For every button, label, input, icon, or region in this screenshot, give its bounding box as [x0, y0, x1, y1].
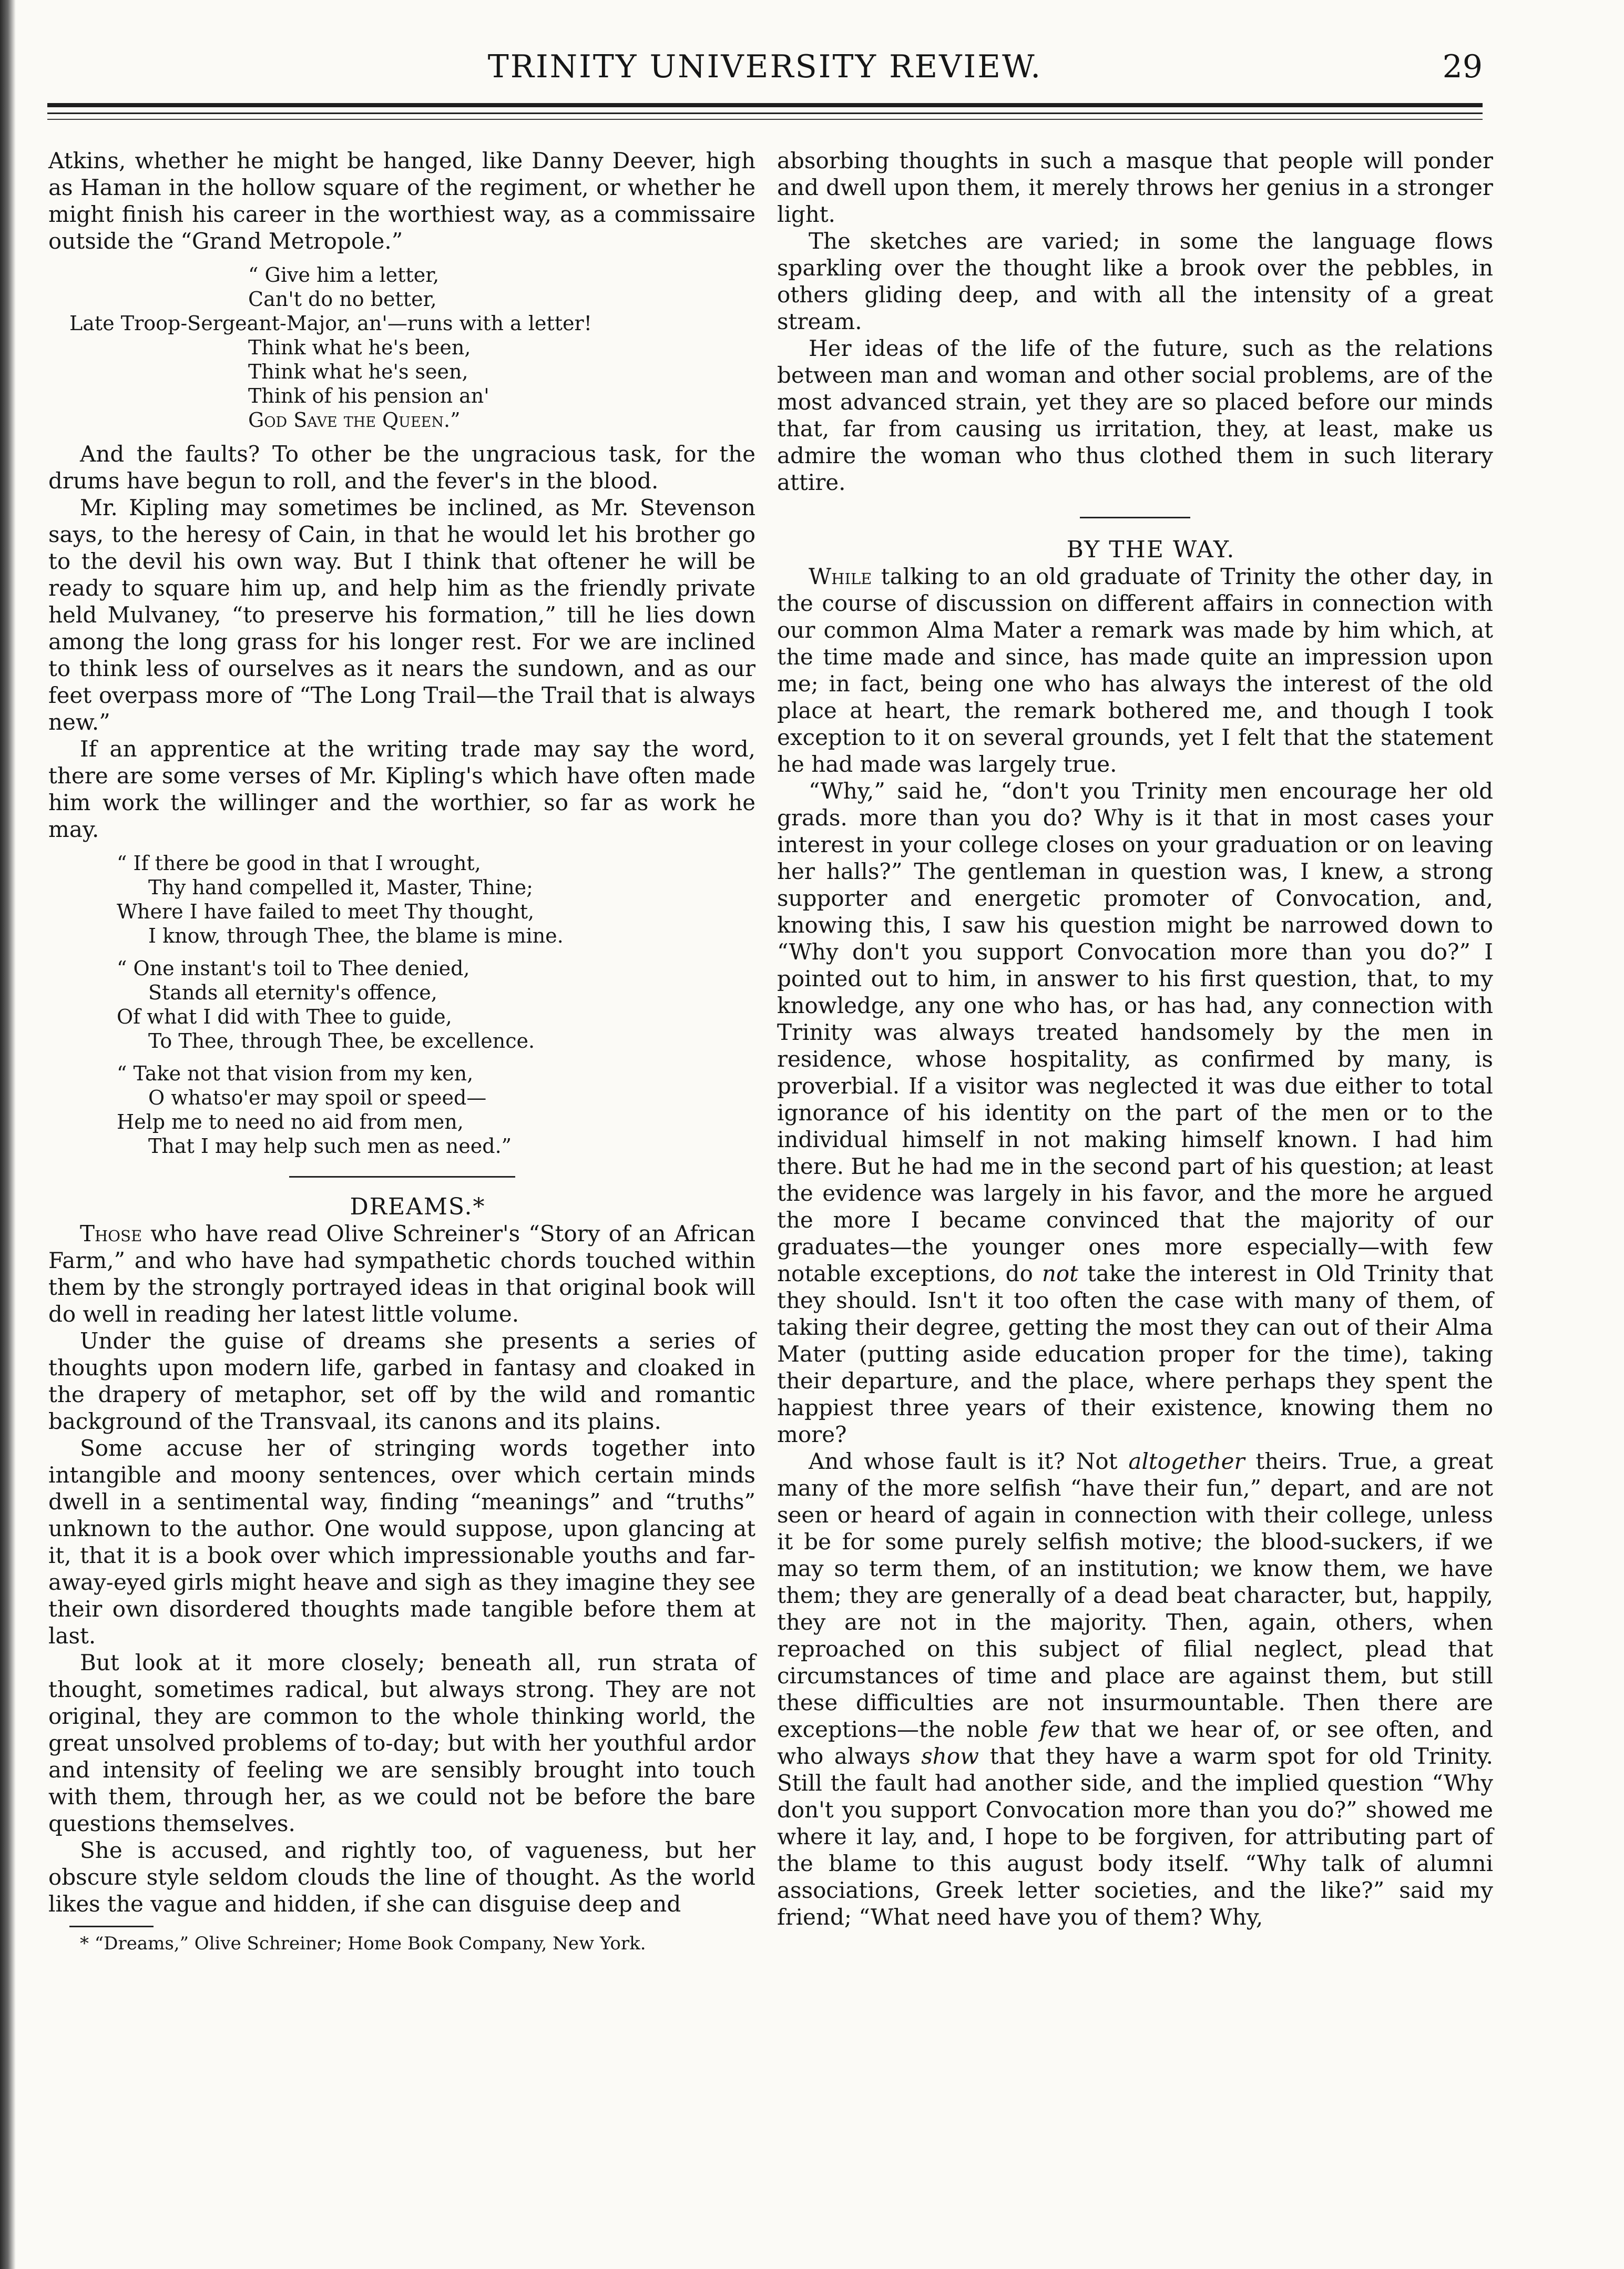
page-edge-shadow [0, 0, 16, 2269]
paragraph-text: that we hear of, or see often, and who always [777, 1716, 1494, 1769]
section-title-dreams: DREAMS.* [350, 1193, 486, 1220]
emphasis: not [1041, 1261, 1079, 1286]
paragraph: The sketches are varied; in some the language flows sparkling over the thought like a brook over the pebbles, in others gliding deep, and with all the intensity of a great stream. [777, 228, 1493, 334]
paragraph-text: that they have a warm spot for old Trinity. Still the fault had another side, and the implied question “Why don't you support Convocation more than you do?” showed me where it lay, and, I hope to be forgiven, for attributing part of the blame to this august body itself. “Why talk of alumni associations, Greek letter societies, and the like?” said my friend; “What need have you of them? Why, [777, 1743, 1493, 1930]
paragraph [777, 563, 1493, 778]
verse-line: Think of his pension an' [248, 384, 489, 407]
paragraph: Under the guise of dreams she presents a series of thoughts upon modern life, garbed in fantasy and cloaked in the drapery of metaphor, set off by the wild and romantic background of the Transvaal, its canons and its plains. [48, 1328, 755, 1434]
journal-title: TRINITY UNIVERSITY REVIEW. [487, 48, 1043, 85]
paragraph-text: theirs. True, a great many of the more selfish “have their fun,” depart, and are not seen or heard of again in connection with their college, unless it be for some purely selfish motive; the blood-suckers, if we may so term them, of an institution; we know them, we have them; they are generally of a dead beat character, but, happily, they are not in the majority. Then, again, others, when reproached on this subject of filial neglect, plead that circumstances of time and place are against them, but still these difficulties are not insurmountable. Then there are exceptions—the noble [777, 1448, 1493, 1742]
paragraph: But look at it more closely; beneath all, run strata of thought, sometimes radical, but always strong. They are not original, they are common to the whole thinking world, the great unsolved problems of to-day; but with her youthful ardor and intensity of feeling we are sensibly brought into touch with them, through her, as we could not be before the bare questions themselves. [48, 1650, 755, 1836]
verse-line: I know, through Thee, the blame is mine. [148, 924, 564, 947]
paragraph-text: take the interest in Old Trinity that they should. Isn't it too often the case with many of them, of taking their degree, getting the most they can out of their Alma Mater (putting aside education proper for the time), taking their departure, and the place, where perhaps they spent the happiest three years of their existence, knowing them no more? [777, 1261, 1493, 1447]
emphasis: show [921, 1743, 979, 1769]
lead-word: While [809, 564, 872, 589]
paragraph [777, 1448, 1493, 1930]
paragraph: absorbing thoughts in such a masque that people will ponder and dwell upon them, it merely throws her genius in a stronger light. [777, 148, 1493, 227]
verse-quote-4 [48, 1061, 755, 1158]
left-column [48, 147, 755, 1955]
verse-line: To Thee, through Thee, be excellence. [148, 1029, 535, 1052]
lead-word: Those [80, 1221, 142, 1246]
paragraph: Atkins, whether he might be hanged, like Danny Deever, high as Haman in the hollow square of the regiment, or whether he might finish his career in the worthiest way, as a commissaire outside the “Grand Metropole.” [48, 148, 755, 254]
verse-line: “ One instant's toil to Thee denied, [117, 957, 470, 980]
header-rule-thin [47, 113, 1483, 114]
emphasis: altogether [1128, 1448, 1245, 1474]
paragraph-text: “Why,” said he, “don't you Trinity men encourage her old grads. more than you do? Why is it that in most cases your interest in your college closes on your graduation or on leaving her halls?” The gentleman in question was, I knew, a strong supporter and energetic promoter of Convocation, and, knowing this, I saw his question might be narrowed down to “Why don't you support Convocation more than you do?” I pointed out to him, in answer to his first question, that, to my knowledge, any one who has, or has had, any connection with Trinity was always treated handsomely by the men in residence, whose hospitality, as confirmed by many, is proverbial. If a visitor was neglected it was due either to total ignorance of his identity on the part of the men or to the individual himself in not making himself known. I had him there. But he had me in the second part of his question; at least the evidence was largely in his favor, and the more he argued the more I became convinced that the majority of our graduates—the younger ones more especially—with few notable exceptions, do [777, 778, 1493, 1286]
section-divider [1080, 517, 1190, 518]
verse-line: Stands all eternity's offence, [148, 981, 437, 1004]
paragraph-text: who have read Olive Schreiner's “Story of an African Farm,” and who have had sympathetic chords touched within them by the strongly portrayed ideas in that original book will do well in reading her latest little volume. [48, 1221, 755, 1327]
page-header [47, 48, 1483, 101]
emphasis: few [1039, 1716, 1080, 1742]
header-rule-thick [47, 103, 1483, 107]
verse-line: Can't do no better, [248, 288, 437, 311]
footnote: * “Dreams,” Olive Schreiner; Home Book Company, New York. [80, 1933, 646, 1954]
paragraph [777, 778, 1493, 1448]
paragraph: Some accuse her of stringing words together into intangible and moony sentences, over which certain minds dwell in a sentimental way, finding “meanings” and “truths” unknown to the author. One would suppose, upon glancing at it, that it is a book over which impressionable youths and far-away-eyed girls might heave and sigh as they imagine they see their own disordered thoughts made tangible before them at last. [48, 1435, 755, 1649]
header-rule-thin-lower [47, 119, 1483, 120]
section-divider [289, 1176, 515, 1178]
section-title-by-the-way: BY THE WAY. [1066, 536, 1235, 563]
verse-line: “ Take not that vision from my ken, [117, 1062, 474, 1085]
paragraph: She is accused, and rightly too, of vagueness, but her obscure style seldom clouds the line of thought. As the world likes the vague and hidden, if she can disguise deep and [48, 1837, 755, 1917]
verse-quote-2 [48, 851, 755, 948]
paragraph: Mr. Kipling may sometimes be inclined, as Mr. Stevenson says, to the heresy of Cain, in that he would let his brother go to the devil his own way. But I think that oftener he will be ready to square him up, and help him as the friendly private held Mulvaney, “to preserve his formation,” till he lies down among the long grass for his longer rest. For we are inclined to think less of ourselves as it nears the sundown, and as our feet overpass more of “The Long Trail—the Trail that is always new.” [48, 495, 755, 735]
paragraph: If an apprentice at the writing trade may say the word, there are some verses of Mr. Kipling's which have often made him work the willinger and the worthier, so far as work he may. [48, 736, 755, 842]
verse-quote-1 [48, 263, 755, 432]
verse-line: “ If there be good in that I wrought, [117, 852, 481, 875]
footnote-rule [69, 1926, 154, 1927]
paragraph-text: And whose fault is it? Not [809, 1448, 1118, 1474]
verse-line: Of what I did with Thee to guide, [117, 1005, 452, 1028]
verse-line: O whatso'er may spoil or speed— [148, 1086, 487, 1109]
verse-line: That I may help such men as need.” [148, 1134, 512, 1158]
verse-line: Think what he's been, [248, 336, 471, 359]
verse-line: Think what he's seen, [248, 360, 468, 383]
verse-line: Late Troop-Sergeant-Major, an'—runs with a letter! [69, 312, 592, 335]
paragraph [48, 1220, 755, 1327]
verse-line: God Save the Queen.” [248, 408, 461, 432]
verse-line: Where I have failed to meet Thy thought, [117, 900, 535, 923]
paragraph: Her ideas of the life of the future, such as the relations between man and woman and other social problems, are of the most advanced strain, yet they are so placed before our minds that, far from causing us irritation, they, at least, make us admire the woman who thus clothed them in such literary attire. [777, 335, 1493, 495]
verse-line: “ Give him a letter, [248, 263, 440, 287]
verse-quote-3 [48, 956, 755, 1053]
verse-line: Help me to need no aid from men, [117, 1110, 464, 1133]
page-number: 29 [1442, 48, 1483, 85]
verse-line: Thy hand compelled it, Master, Thine; [148, 876, 533, 899]
paragraph: And the faults? To other be the ungracious task, for the drums have begun to roll, and the fever's in the blood. [48, 441, 755, 494]
right-column [777, 147, 1493, 1930]
paragraph-text: talking to an old graduate of Trinity the other day, in the course of discussion on different affairs in connection with our common Alma Mater a remark was made by him which, at the time made and since, has made quite an impression upon me; in fact, being one who has always the interest of the old place at heart, the remark bothered me, and though I took exception to it on several grounds, yet I felt that the statement he had made was largely true. [777, 564, 1493, 777]
